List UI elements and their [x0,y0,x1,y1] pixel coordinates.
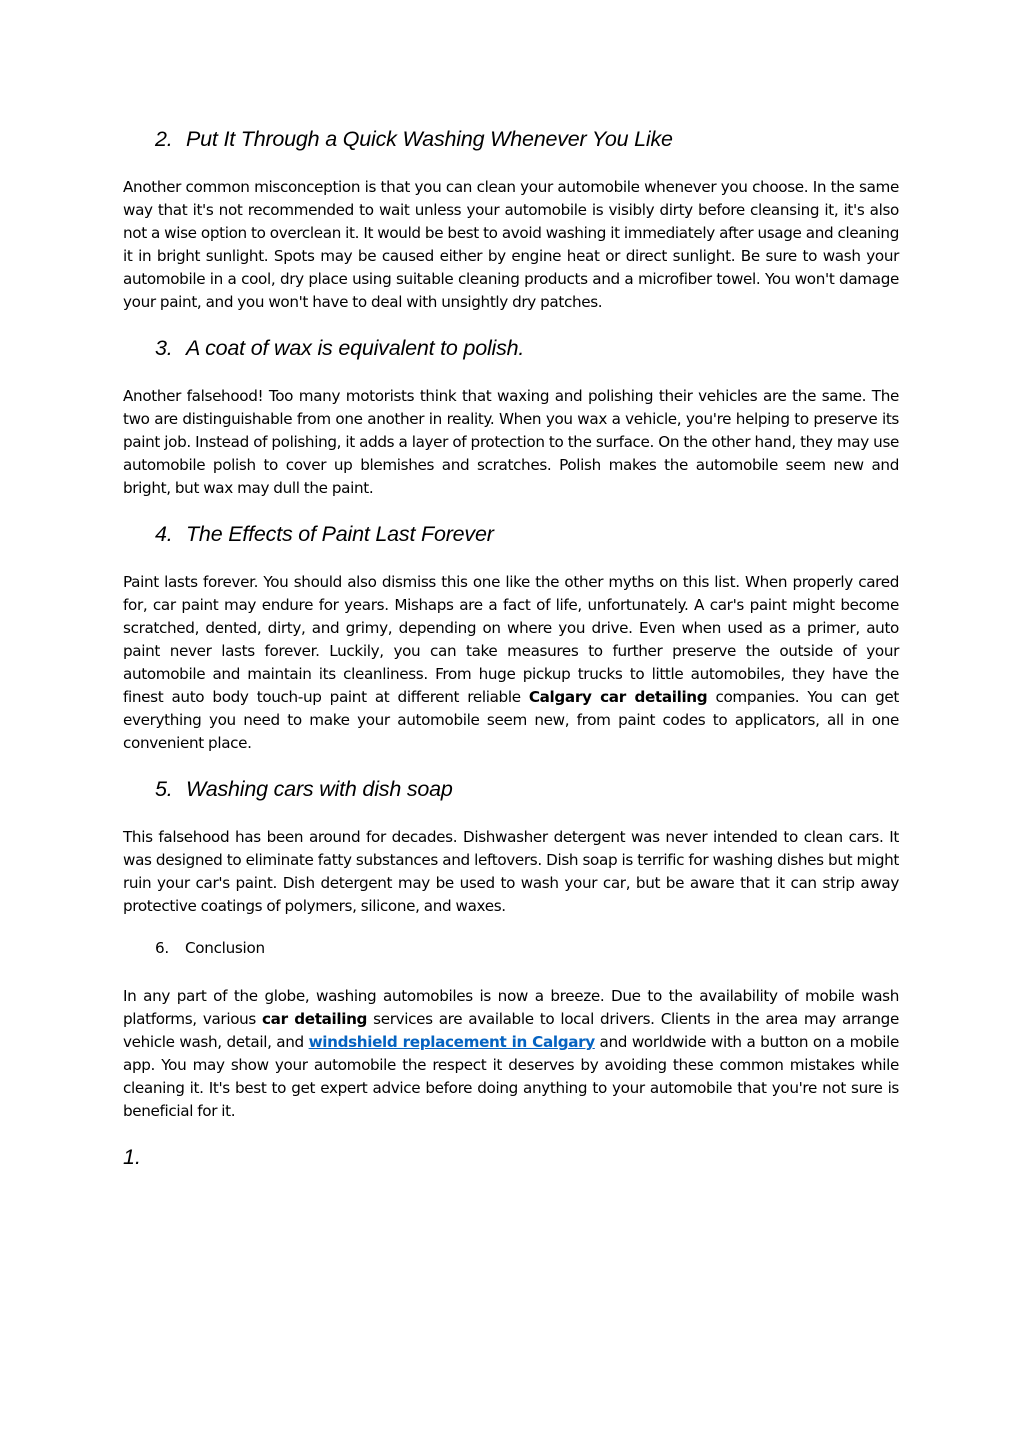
section-paragraph-4 [123,571,899,755]
bold-keyword: car detailing [262,1010,368,1028]
trailing-list-marker: 1. [123,1145,141,1169]
paragraph-text: companies. You can get everything you need to make your automobile seem new, from paint codes to applicators, all in one convenient place. [123,688,899,752]
paragraph-text: and worldwide with a button on a mobile app. You may show your automobile the respect it deserves by avoiding these common mistakes while cleaning it. It's best to get expert advice before doing anything to your automobile that you're not sure is beneficial for it. [123,1033,899,1120]
section-title: Washing cars with dish soap [186,777,453,801]
section-heading-5 [155,774,899,804]
section-number: 6. [155,939,169,957]
section-title: Put It Through a Quick Washing Whenever You Like [186,127,673,151]
section-paragraph-3: Another falsehood! Too many motorists think that waxing and polishing their vehicles are the same. The two are distinguishable from one another in reality. When you wax a vehicle, you're helping to preserve its paint job. Instead of polishing, it adds a layer of protection to the surface. On the other hand, they may use automobile polish to cover up blemishes and scratches. Polish makes the automobile seem new and bright, but wax may dull the paint. [123,387,899,497]
conclusion-paragraph [123,985,899,1123]
windshield-replacement-link[interactable]: windshield replacement in Calgary [308,1033,595,1051]
section-number: 4. [155,522,173,546]
section-number: 5. [155,777,173,801]
paragraph-text: services are available to local drivers. Clients in the area may arrange vehicle wash, detail, and [123,1010,899,1051]
section-paragraph-2: Another common misconception is that you can clean your automobile whenever you choose. In the same way that it's not recommended to wait unless your automobile is visibly dirty before cleansing it, it's also not a wise option to overclean it. It would be best to avoid washing it immediately after usage and cleaning it in bright sunlight. Spots may be caused either by engine heat or direct sunlight. Be sure to wash your automobile in a cool, dry place using suitable cleaning products and a microfiber towel. You won't damage your paint, and you won't have to deal with unsightly dry patches. [123,178,899,311]
section-number: 3. [155,336,173,360]
section-heading-4 [155,519,899,549]
section-title: The Effects of Paint Last Forever [186,522,494,546]
paragraph-text: In any part of the globe, washing automobiles is now a breeze. Due to the availability of mobile wash platforms, various [123,987,899,1028]
paragraph-text: Paint lasts forever. You should also dismiss this one like the other myths on this list. When properly cared for, car paint may endure for years. Mishaps are a fact of life, unfortunately. A car's paint might become scratched, dented, dirty, and grimy, depending on where you drive. Even when used as a primer, auto paint never lasts forever. Luckily, you can take measures to further preserve the outside of your automobile and maintain its cleanliness. From huge pickup trucks to little automobiles, they have the finest auto body touch-up paint at different reliable [123,573,899,706]
section-title: Conclusion [185,939,265,957]
document-page [123,124,899,1172]
conclusion-heading [155,937,899,960]
section-heading-3 [155,333,899,363]
bold-keyword: Calgary car detailing [528,688,708,706]
section-title: A coat of wax is equivalent to polish. [186,336,525,360]
section-heading-2 [155,124,899,154]
section-paragraph-5: This falsehood has been around for decades. Dishwasher detergent was never intended to clean cars. It was designed to eliminate fatty substances and leftovers. Dish soap is terrific for washing dishes but might ruin your car's paint. Dish detergent may be used to wash your car, but be aware that it can strip away protective coatings of polymers, silicone, and waxes. [123,828,899,915]
section-number: 2. [155,127,173,151]
